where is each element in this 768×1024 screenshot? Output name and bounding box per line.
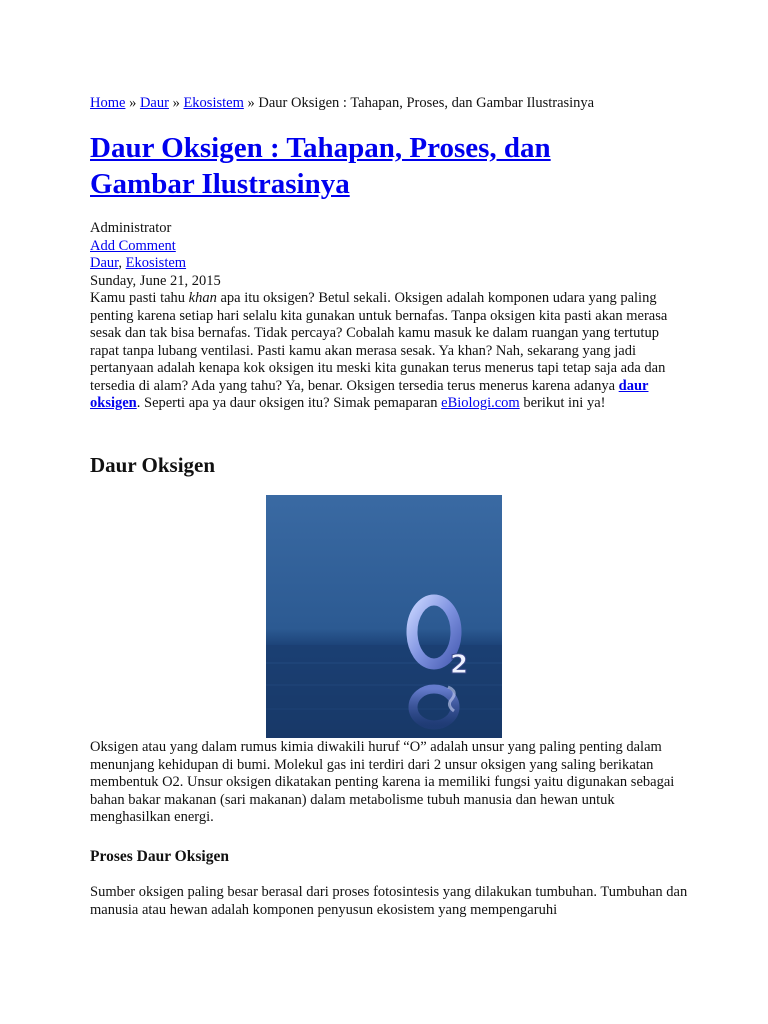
intro-paragraph — [90, 290, 690, 413]
category-ekosistem-link[interactable]: Ekosistem — [125, 255, 187, 271]
post-categories — [90, 255, 221, 273]
section-heading-proses: Proses Daur Oksigen — [90, 848, 229, 865]
breadcrumb-separator: » — [168, 95, 184, 111]
breadcrumb-daur-link[interactable]: Daur — [139, 95, 169, 111]
breadcrumb-current: Daur Oksigen : Tahapan, Proses, dan Gambar Ilustrasinya — [258, 95, 595, 111]
oxygen-illustration — [266, 495, 502, 738]
intro-text: . Seperti apa ya daur oksigen itu? Simak pemaparan — [136, 395, 442, 411]
breadcrumb-separator: » — [125, 95, 140, 111]
breadcrumb-separator: » — [243, 95, 259, 111]
breadcrumb-home-link[interactable]: Home — [90, 95, 126, 111]
oxygen-subscript-glyph: 2 — [450, 650, 469, 680]
intro-text: berikut ini ya! — [519, 395, 606, 411]
oksigen-paragraph: Oksigen atau yang dalam rumus kimia diwakili huruf “O” adalah unsur yang paling penting dalam menunjang kehidupan di bumi. Molekul gas ini terdiri dari 2 unsur oksigen yang saling berikatan membentuk O2. Unsur oksigen dikatakan penting karena ia memiliki fungsi yaitu digunakan sebagai bahan bakar makanan (sari makanan) dalam metabolisme tubuh manusia dan hewan untuk menghasilkan energi. — [90, 739, 675, 825]
post-date: Sunday, June 21, 2015 — [90, 272, 221, 289]
intro-text: Kamu pasti tahu — [90, 290, 189, 306]
page-title-link[interactable]: Daur Oksigen : Tahapan, Proses, dan Gambar Ilustrasinya — [90, 132, 551, 200]
post-author: Administrator — [90, 220, 172, 236]
proses-paragraph: Sumber oksigen paling besar berasal dari proses fotosintesis yang dilakukan tumbuhan. Tumbuhan dan manusia atau hewan adalah komponen penyusun ekosistem yang mempengaruhi — [90, 884, 688, 918]
post-meta — [90, 220, 221, 290]
category-separator: , — [118, 255, 126, 271]
ebiologi-link[interactable]: eBiologi.com — [441, 395, 520, 411]
category-daur-link[interactable]: Daur — [90, 255, 119, 271]
breadcrumb-ekosistem-link[interactable]: Ekosistem — [183, 95, 244, 111]
add-comment-link[interactable]: Add Comment — [90, 237, 176, 254]
section-heading-daur-oksigen: Daur Oksigen — [90, 453, 216, 477]
intro-emphasis: khan — [188, 290, 217, 306]
breadcrumb — [90, 94, 594, 112]
intro-text: apa itu oksigen? Betul sekali. Oksigen adalah komponen udara yang paling penting karena setiap hari selalu kita gunakan untuk bernafas. Tanpa oksigen kita pasti akan merasa sesak dan tak bisa bernafas. Tidak percaya? Cobalah kamu masuk ke dalam ruangan yang tertutup rapat tanpa lubang ventilasi. Pasti kamu akan merasa sesak. Ya khan? Nah, sekarang yang jadi pertanyaan adalah kenapa kok oksigen itu meski kita gunakan terus menerus tapi tetap saja ada dan tersedia di alam? Ada yang tahu? Ya, benar. Oksigen tersedia terus menerus karena adanya — [90, 290, 668, 394]
page-title — [90, 130, 650, 202]
daur-oksigen-link[interactable]: daur oksigen — [90, 377, 649, 411]
